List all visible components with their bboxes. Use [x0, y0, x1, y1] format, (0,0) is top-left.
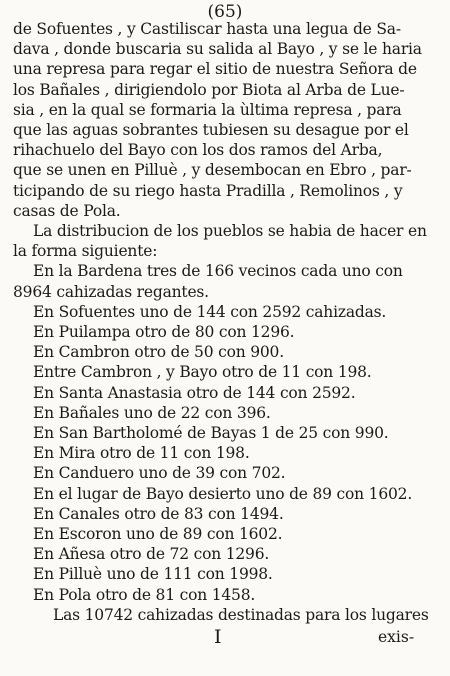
text-line: En Bañales uno de 22 con 396.: [33, 403, 271, 422]
text-line: En Escoron uno de 89 con 1602.: [33, 525, 283, 543]
text-line: En Cambron otro de 50 con 900.: [33, 343, 284, 362]
text-line: sia , en la qual se formaria la ùltima represa , para: [13, 100, 402, 119]
text-line: En la Bardena tres de 166 vecinos cada uno con: [33, 262, 403, 281]
text-line: de Sofuentes , y Castiliscar hasta una legua de Sa-: [13, 20, 401, 38]
text-line: 8964 cahizadas regantes.: [13, 282, 209, 301]
text-line: ticipando de su riego hasta Pradilla , Remolinos , y: [13, 181, 403, 200]
text-line: En Pilluè uno de 111 con 1998.: [33, 565, 273, 584]
text-line: En Santa Anastasia otro de 144 con 2592.: [33, 383, 356, 402]
text-line: que se unen en Pilluè , y desembocan en Ebro , par-: [13, 161, 412, 180]
signature-mark: I: [214, 626, 222, 648]
page-number: (65): [207, 2, 243, 22]
text-line: la forma siguiente:: [13, 242, 158, 261]
text-line: En Canduero uno de 39 con 702.: [33, 464, 286, 483]
text-line: En San Bartholomé de Bayas 1 de 25 con 990.: [33, 424, 389, 442]
catchword: exis-: [378, 628, 415, 646]
text-line: rihachuelo del Bayo con los dos ramos del Arba,: [13, 141, 383, 160]
text-line: En Canales otro de 83 con 1494.: [33, 504, 284, 523]
text-line: En Sofuentes uno de 144 con 2592 cahizadas.: [33, 302, 387, 321]
text-line: una represa para regar el sitio de nuestra Señora de: [13, 60, 417, 79]
text-line: En Pola otro de 81 con 1458.: [33, 585, 256, 604]
text-line: que las aguas sobrantes tubiesen su desague por el: [13, 121, 409, 139]
text-line: Las 10742 cahizadas destinadas para los lugares: [53, 605, 429, 624]
text-line: En Añesa otro de 72 con 1296.: [33, 545, 270, 564]
text-line: dava , donde buscaria su salida al Bayo , y se le haria: [13, 40, 422, 59]
text-line: los Bañales , dirigiendolo por Biota al Arba de Lue-: [13, 80, 405, 99]
text-line: En Puilampa otro de 80 con 1296.: [33, 323, 295, 341]
text-line: Entre Cambron , y Bayo otro de 11 con 198.: [33, 363, 372, 382]
page-footer: [0, 625, 450, 649]
text-line: En Mira otro de 11 con 198.: [33, 444, 250, 463]
text-line: En el lugar de Bayo desierto uno de 89 con 1602.: [33, 484, 413, 503]
text-line: casas de Pola.: [13, 201, 121, 220]
text-line: La distribucion de los pueblos se habia de hacer en: [33, 222, 427, 240]
